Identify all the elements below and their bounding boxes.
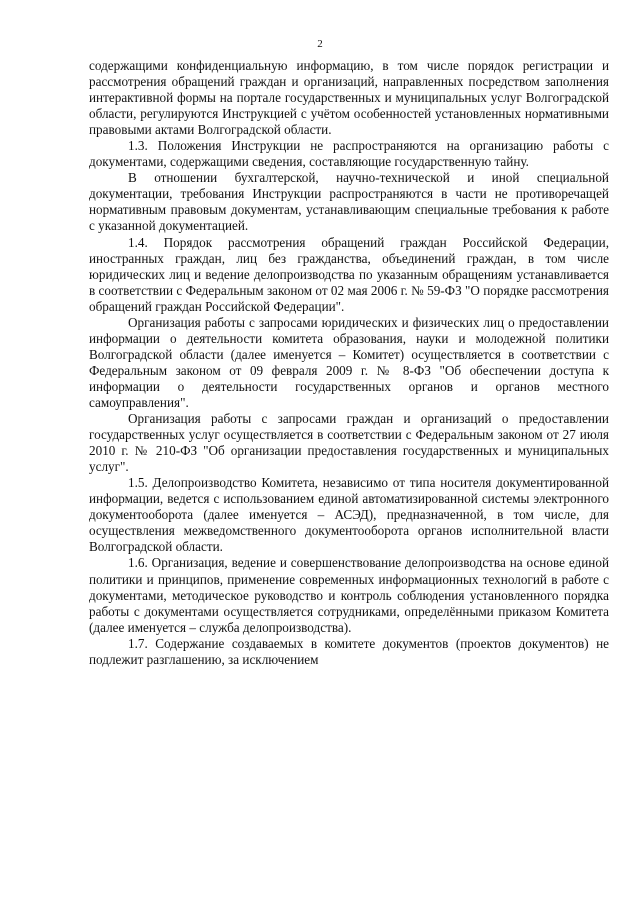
- paragraph-1-4: 1.4. Порядок рассмотрения обращений граждан Российской Федерации, иностранных граждан, лиц без гражданства, объединений граждан, в том числе юридических лиц и ведение делопроизводства по указанным обращениям устанавливается в соответствии с Федеральным законом от 02 мая 2006 г. № 59-ФЗ "О порядке рассмотрения обращений граждан Российской Федерации".: [89, 234, 609, 314]
- document-body: [89, 58, 609, 668]
- paragraph-special-documentation: В отношении бухгалтерской, научно-технической и иной специальной документации, требования Инструкции распространяются в части не противоречащей нормативным правовым документам, устанавливающим специальные требования к работе с указанной документацией.: [89, 170, 609, 234]
- paragraph-service-requests: Организация работы с запросами граждан и организаций о предоставлении государственных услуг осуществляется в соответствии с Федеральным законом от 27 июля 2010 г. № 210-ФЗ "Об организации предоставления государственных и муниципальных услуг".: [89, 411, 609, 475]
- paragraph-information-requests: Организация работы с запросами юридических и физических лиц о предоставлении информации о деятельности комитета образования, науки и молодежной политики Волгоградской области (далее именуется – Комитет) осуществляется в соответствии с Федеральным законом от 09 февраля 2009 г. № 8-ФЗ "Об обеспечении доступа к информации о деятельности государственных органов и органов местного самоуправления".: [89, 314, 609, 410]
- page-number: 2: [317, 38, 323, 50]
- paragraph-1-5: 1.5. Делопроизводство Комитета, независимо от типа носителя документированной информации, ведется с использованием единой автоматизированной системы электронного документооборота (далее именуется – АСЭД), предназначенной, в том числе, для осуществления межведомственного документооборота органов исполнительной власти Волгоградской области.: [89, 475, 609, 555]
- paragraph-1-6: 1.6. Организация, ведение и совершенствование делопроизводства на основе единой политики и принципов, применение современных информационных технологий в работе с документами, методическое руководство и контроль соблюдения установленного порядка работы с документами осуществляется сотрудниками, определёнными приказом Комитета (далее именуется – служба делопроизводства).: [89, 555, 609, 635]
- paragraph-continuation: содержащими конфиденциальную информацию, в том числе порядок регистрации и рассмотрения обращений граждан и организаций, направленных посредством заполнения интерактивной формы на портале государственных и муниципальных услуг Волгоградской области, регулируются Инструкцией с учётом особенностей установленных нормативными правовыми актами Волгоградской области.: [89, 58, 609, 138]
- paragraph-1-3: 1.3. Положения Инструкции не распространяются на организацию работы с документами, содержащими сведения, составляющие государственную тайну.: [89, 138, 609, 170]
- paragraph-1-7: 1.7. Содержание создаваемых в комитете документов (проектов документов) не подлежит разглашению, за исключением: [89, 635, 609, 667]
